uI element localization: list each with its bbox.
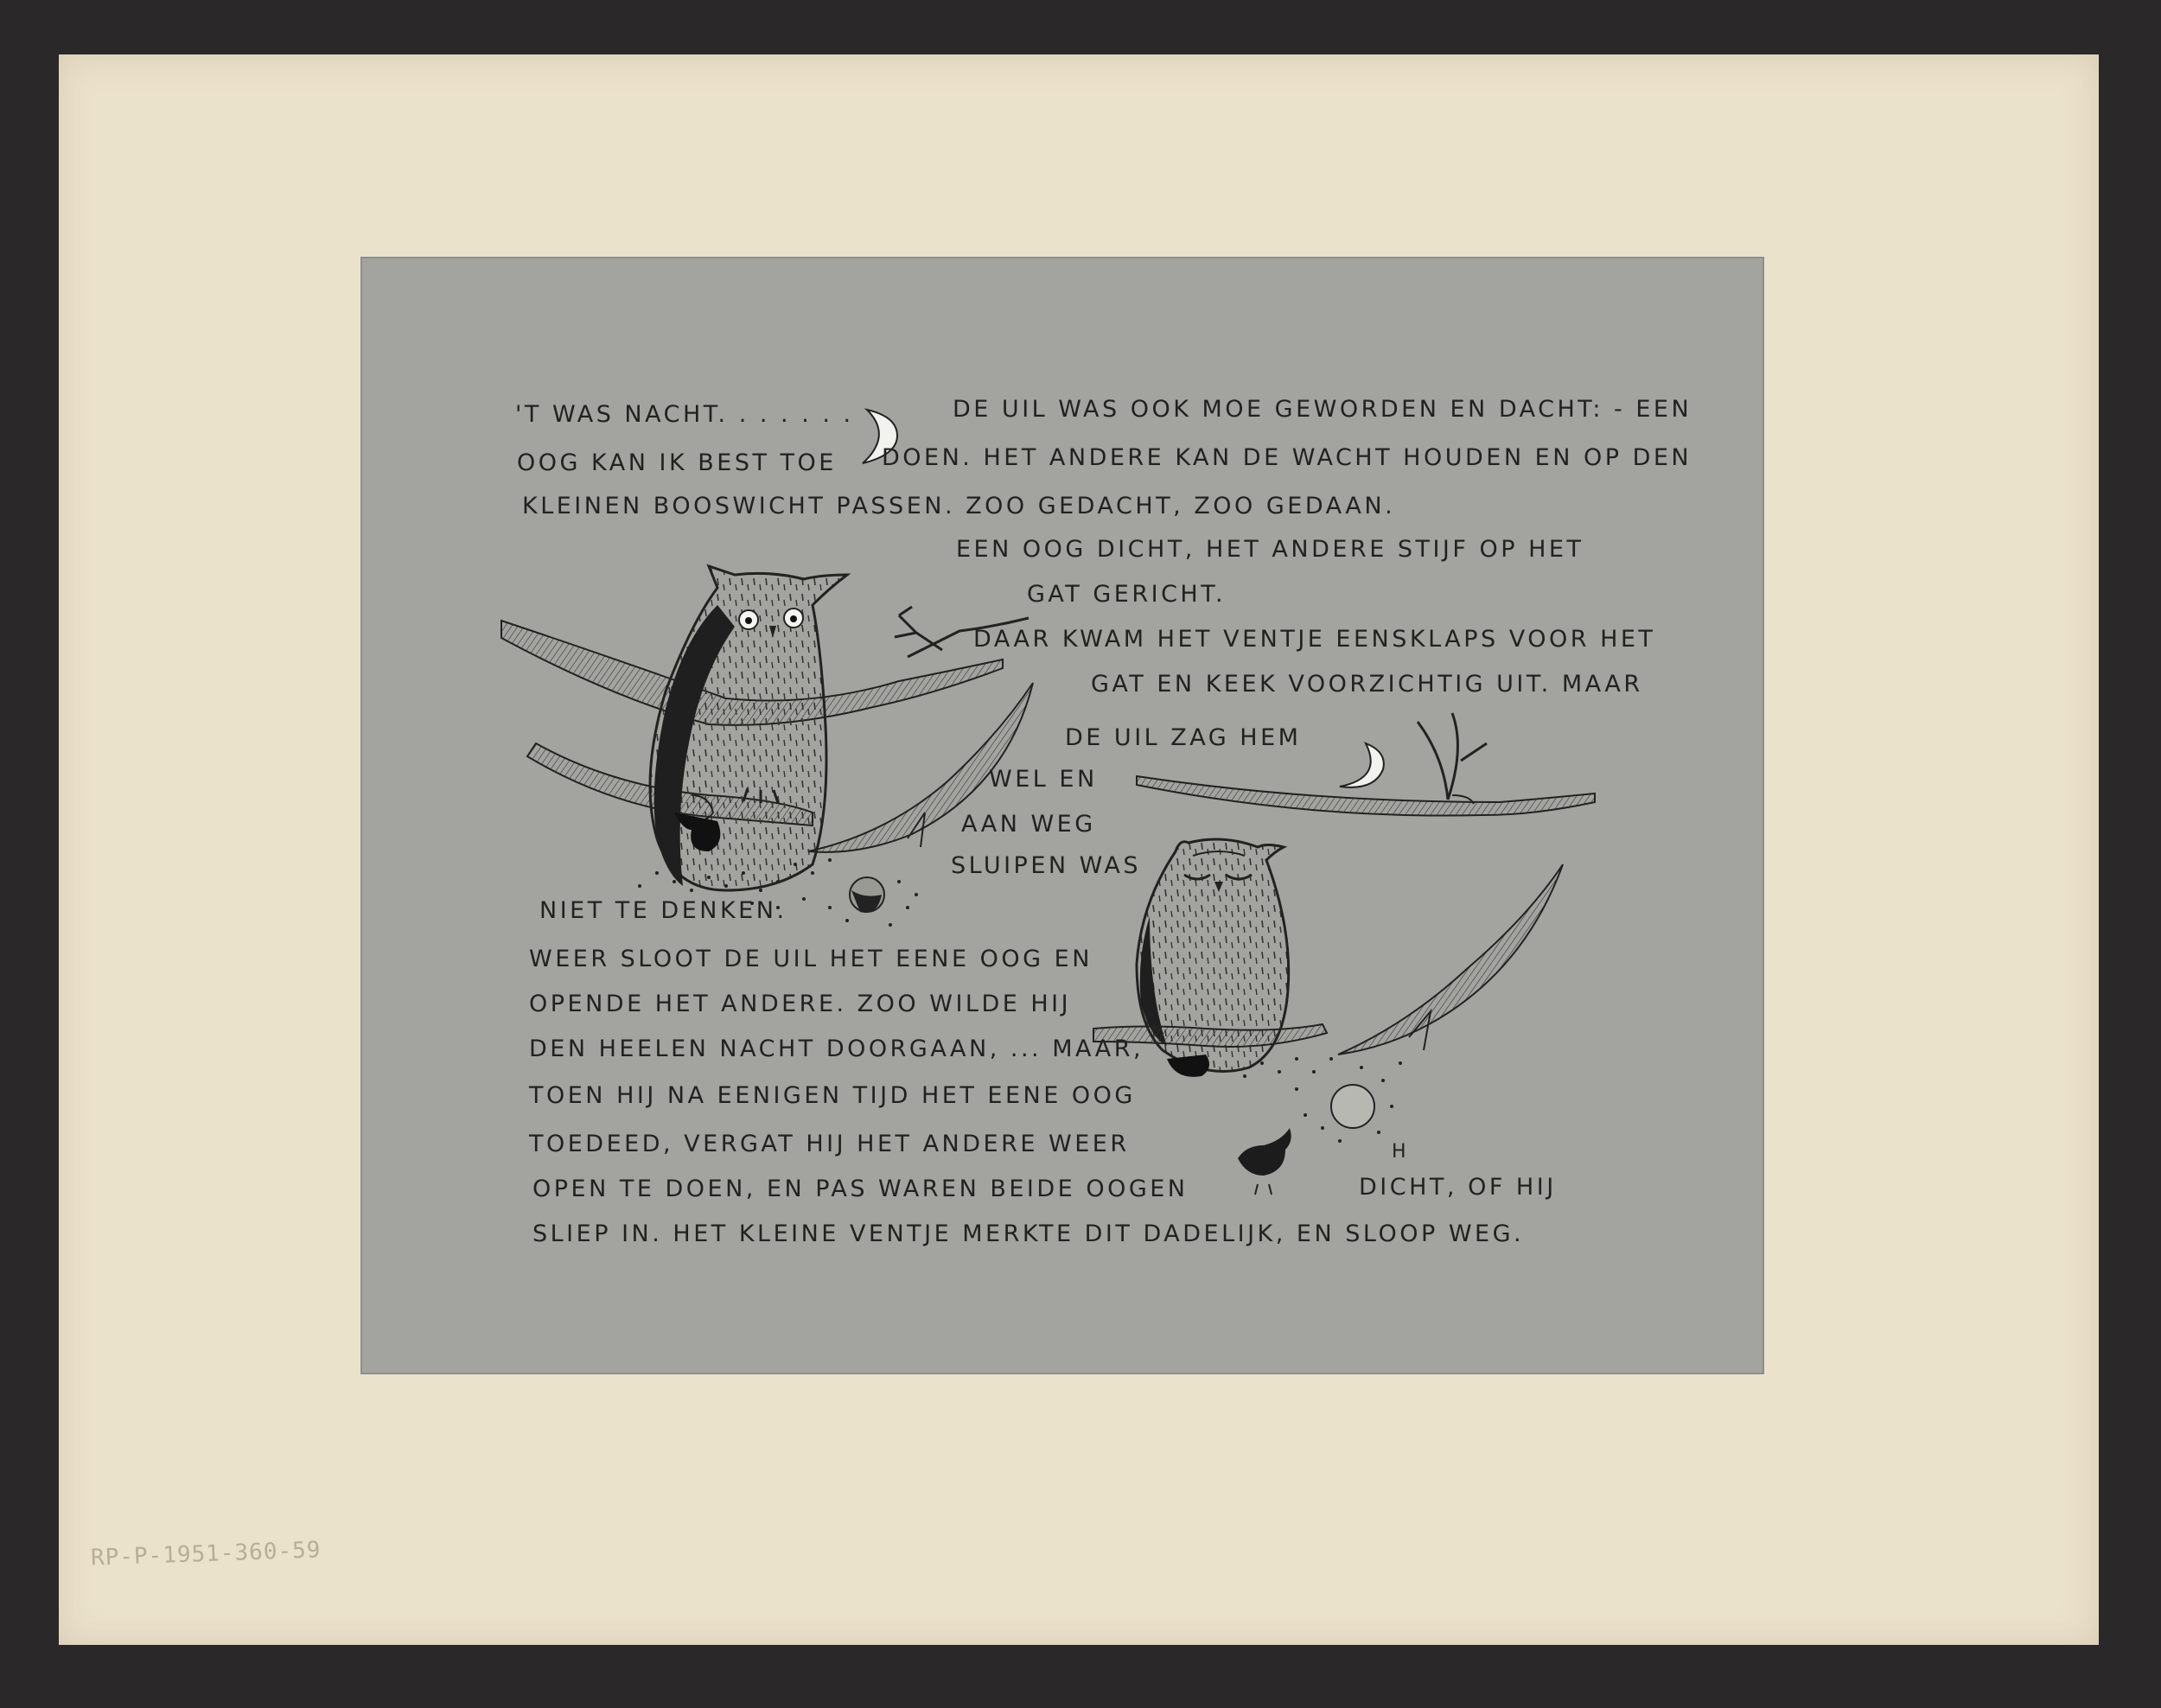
text-line: OPEN TE DOEN, EN PAS WAREN BEIDE OOGEN xyxy=(532,1176,1189,1202)
text-line: 'T WAS NACHT. . . . . . . xyxy=(515,401,854,428)
inventory-number: RP-P-1951-360-59 xyxy=(90,1537,322,1571)
text-line: DAAR KWAM HET VENTJE EENSKLAPS VOOR HET xyxy=(973,626,1656,653)
text-line: DOEN. HET ANDERE KAN DE WACHT HOUDEN EN OP DEN xyxy=(882,444,1692,471)
text-line: SLUIPEN WAS xyxy=(951,852,1142,879)
text-line: TOEDEED, VERGAT HIJ HET ANDERE WEER xyxy=(529,1131,1130,1157)
artist-monogram: H xyxy=(1392,1141,1410,1163)
text-line: DE UIL ZAG HEM xyxy=(1065,724,1302,751)
text-line: OOG KAN IK BEST TOE xyxy=(517,449,837,476)
text-line: OPENDE HET ANDERE. ZOO WILDE HIJ xyxy=(529,991,1072,1017)
text-line: NIET TE DENKEN. xyxy=(539,897,787,924)
text-line: SLIEP IN. HET KLEINE VENTJE MERKTE DIT DADELIJK, EN SLOOP WEG. xyxy=(532,1220,1525,1247)
text-line: GAT EN KEEK VOORZICHTIG UIT. MAAR xyxy=(1091,671,1643,698)
text-line: DE UIL WAS OOK MOE GEWORDEN EN DACHT: - EEN xyxy=(953,396,1692,423)
text-line: KLEINEN BOOSWICHT PASSEN. ZOO GEDACHT, ZOO GEDAAN. xyxy=(522,493,1396,519)
text-line: GAT GERICHT. xyxy=(1027,581,1227,608)
text-line: TOEN HIJ NA EENIGEN TIJD HET EENE OOG xyxy=(529,1082,1136,1109)
text-line: WEL EN xyxy=(989,766,1098,793)
text-line: EEN OOG DICHT, HET ANDERE STIJF OP HET xyxy=(956,536,1584,563)
text-line: AAN WEG xyxy=(961,811,1096,838)
text-line: WEER SLOOT DE UIL HET EENE OOG EN xyxy=(529,946,1093,972)
text-line: DEN HEELEN NACHT DOORGAAN, ... MAAR, xyxy=(529,1036,1144,1062)
text-line: DICHT, OF HIJ xyxy=(1359,1174,1557,1201)
